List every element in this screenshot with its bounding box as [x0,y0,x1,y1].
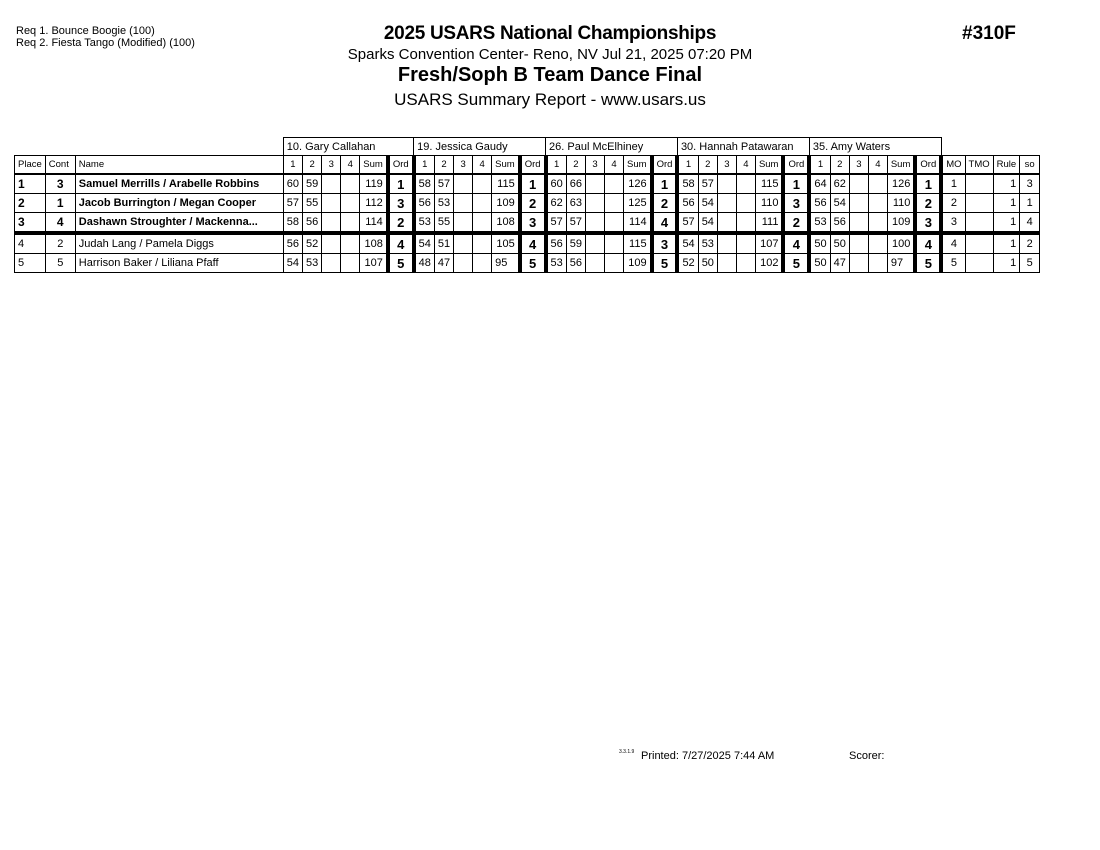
score-4-cell [473,194,492,213]
score-2-cell: 62 [830,174,849,194]
col-judge-score-3: 3 [322,156,341,175]
score-3-cell [717,254,736,273]
skater-names-cell: Harrison Baker / Liliana Pfaff [75,254,283,273]
contestant-number-cell: 2 [45,233,75,254]
sum-cell: 107 [755,233,783,254]
score-3-cell [849,213,868,234]
so-cell: 2 [1020,233,1040,254]
so-cell: 4 [1020,213,1040,234]
score-1-cell: 53 [414,213,435,234]
mo-cell: 3 [941,213,965,234]
table-row [15,174,1040,194]
score-4-cell [605,213,624,234]
sum-cell: 95 [492,254,520,273]
score-4-cell [341,213,360,234]
col-judge-score-3: 3 [849,156,868,175]
version-code: 3.3.1.9 [619,749,635,755]
score-2-cell: 47 [434,254,453,273]
score-2-cell: 50 [698,254,717,273]
so-cell: 5 [1020,254,1040,273]
sum-cell: 100 [887,233,915,254]
col-cont: Cont [45,156,75,175]
score-3-cell [586,213,605,234]
score-4-cell [736,213,755,234]
col-judge-score-1: 1 [546,156,567,175]
mo-cell: 2 [941,194,965,213]
score-3-cell [454,233,473,254]
score-1-cell: 50 [809,233,830,254]
score-4-cell [605,194,624,213]
score-3-cell [322,194,341,213]
col-place: Place [15,156,46,175]
col-judge-sum: Sum [755,156,783,175]
ordinal-cell: 1 [915,174,941,194]
sum-cell: 97 [887,254,915,273]
score-4-cell [473,254,492,273]
score-4-cell [473,213,492,234]
col-judge-sum: Sum [492,156,520,175]
mo-cell: 4 [941,233,965,254]
tmo-cell [965,174,993,194]
sum-cell: 109 [492,194,520,213]
col-judge-score-1: 1 [809,156,830,175]
col-tmo: TMO [965,156,993,175]
sum-cell: 126 [887,174,915,194]
score-3-cell [849,174,868,194]
ordinal-cell: 4 [520,233,546,254]
score-3-cell [454,174,473,194]
score-2-cell: 54 [830,194,849,213]
ordinal-cell: 3 [388,194,414,213]
place-cell: 1 [15,174,46,194]
judges-header-row [15,138,1040,156]
score-3-cell [322,213,341,234]
score-4-cell [605,254,624,273]
score-3-cell [849,194,868,213]
score-3-cell [849,254,868,273]
score-1-cell: 58 [414,174,435,194]
score-4-cell [473,174,492,194]
sum-cell: 109 [887,213,915,234]
score-4-cell [868,174,887,194]
judge-name: 19. Jessica Gaudy [414,138,546,156]
col-rule: Rule [993,156,1020,175]
score-2-cell: 56 [830,213,849,234]
ordinal-cell: 4 [915,233,941,254]
score-3-cell [849,233,868,254]
rule-cell: 1 [993,174,1020,194]
sum-cell: 108 [360,233,388,254]
col-judge-ord: Ord [520,156,546,175]
score-1-cell: 50 [809,254,830,273]
score-2-cell: 57 [434,174,453,194]
col-judge-ord: Ord [915,156,941,175]
sum-cell: 108 [492,213,520,234]
score-1-cell: 54 [283,254,302,273]
rule-cell: 1 [993,233,1020,254]
score-1-cell: 53 [546,254,567,273]
col-judge-score-4: 4 [605,156,624,175]
skater-names-cell: Dashawn Stroughter / Mackenna... [75,213,283,234]
score-1-cell: 56 [283,233,302,254]
ordinal-cell: 1 [783,174,809,194]
place-cell: 3 [15,213,46,234]
score-1-cell: 52 [677,254,698,273]
judge-name: 30. Hannah Patawaran [677,138,809,156]
score-2-cell: 59 [303,174,322,194]
col-judge-score-1: 1 [414,156,435,175]
ordinal-cell: 1 [388,174,414,194]
score-4-cell [605,233,624,254]
col-judge-score-4: 4 [341,156,360,175]
score-2-cell: 63 [566,194,585,213]
skater-names-cell: Samuel Merrills / Arabelle Robbins [75,174,283,194]
score-2-cell: 57 [566,213,585,234]
table-row [15,194,1040,213]
score-1-cell: 57 [283,194,302,213]
tmo-cell [965,233,993,254]
sum-cell: 112 [360,194,388,213]
score-2-cell: 66 [566,174,585,194]
score-1-cell: 53 [809,213,830,234]
col-judge-sum: Sum [624,156,652,175]
ordinal-cell: 3 [652,233,678,254]
sum-cell: 110 [755,194,783,213]
table-row [15,213,1040,234]
score-1-cell: 58 [283,213,302,234]
score-1-cell: 56 [809,194,830,213]
score-1-cell: 54 [414,233,435,254]
rule-cell: 1 [993,254,1020,273]
place-cell: 5 [15,254,46,273]
sum-cell: 105 [492,233,520,254]
score-3-cell [586,194,605,213]
col-judge-ord: Ord [652,156,678,175]
score-1-cell: 62 [546,194,567,213]
score-4-cell [736,194,755,213]
col-judge-score-2: 2 [434,156,453,175]
score-4-cell [736,174,755,194]
col-judge-score-4: 4 [736,156,755,175]
col-so: so [1020,156,1040,175]
event-number: #310F [962,23,1016,44]
ordinal-cell: 2 [388,213,414,234]
col-mo: MO [941,156,965,175]
ordinal-cell: 5 [915,254,941,273]
score-3-cell [717,194,736,213]
score-2-cell: 53 [434,194,453,213]
score-1-cell: 56 [677,194,698,213]
score-4-cell [736,254,755,273]
contestant-number-cell: 5 [45,254,75,273]
sum-cell: 115 [755,174,783,194]
col-judge-score-2: 2 [698,156,717,175]
col-judge-sum: Sum [360,156,388,175]
ordinal-cell: 2 [520,194,546,213]
score-2-cell: 55 [434,213,453,234]
contestant-number-cell: 3 [45,174,75,194]
col-judge-score-2: 2 [830,156,849,175]
table-row [15,254,1040,273]
sum-cell: 102 [755,254,783,273]
score-2-cell: 52 [303,233,322,254]
scorer-label: Scorer: [849,750,885,762]
score-1-cell: 48 [414,254,435,273]
judge-name: 10. Gary Callahan [283,138,413,156]
sum-cell: 119 [360,174,388,194]
rule-cell: 1 [993,194,1020,213]
score-3-cell [454,213,473,234]
printed-timestamp: Printed: 7/27/2025 7:44 AM [641,750,775,762]
score-3-cell [717,233,736,254]
ordinal-cell: 4 [652,213,678,234]
sum-cell: 126 [624,174,652,194]
col-judge-score-2: 2 [303,156,322,175]
sum-cell: 125 [624,194,652,213]
ordinal-cell: 3 [915,213,941,234]
score-1-cell: 54 [677,233,698,254]
sum-cell: 111 [755,213,783,234]
score-3-cell [586,233,605,254]
sum-cell: 110 [887,194,915,213]
score-4-cell [341,233,360,254]
score-1-cell: 58 [677,174,698,194]
score-4-cell [868,194,887,213]
score-1-cell: 57 [677,213,698,234]
score-3-cell [322,174,341,194]
score-2-cell: 54 [698,194,717,213]
score-4-cell [868,233,887,254]
score-3-cell [586,254,605,273]
ordinal-cell: 3 [783,194,809,213]
score-2-cell: 51 [434,233,453,254]
score-1-cell: 56 [546,233,567,254]
score-4-cell [473,233,492,254]
tmo-cell [965,254,993,273]
score-1-cell: 64 [809,174,830,194]
so-cell: 1 [1020,194,1040,213]
col-judge-score-3: 3 [717,156,736,175]
event-title: Fresh/Soph B Team Dance Final [397,64,703,86]
col-judge-score-2: 2 [566,156,585,175]
ordinal-cell: 2 [652,194,678,213]
sum-cell: 109 [624,254,652,273]
score-2-cell: 59 [566,233,585,254]
rule-cell: 1 [993,213,1020,234]
judge-name: 35. Amy Waters [809,138,941,156]
col-judge-sum: Sum [887,156,915,175]
col-judge-score-1: 1 [283,156,302,175]
place-cell: 4 [15,233,46,254]
ordinal-cell: 4 [783,233,809,254]
ordinal-cell: 4 [388,233,414,254]
score-1-cell: 56 [414,194,435,213]
score-1-cell: 57 [546,213,567,234]
contestant-number-cell: 1 [45,194,75,213]
score-2-cell: 53 [698,233,717,254]
col-name: Name [75,156,283,175]
requirement-1: Req 1. Bounce Boogie (100) [16,25,155,37]
requirements-list [16,25,195,49]
venue-date: Sparks Convention Center- Reno, NV Jul 21, 2025 07:20 PM [347,46,753,63]
score-4-cell [341,174,360,194]
sum-cell: 114 [360,213,388,234]
column-header-row [15,156,1040,175]
table-row [15,233,1040,254]
score-4-cell [341,194,360,213]
score-2-cell: 50 [830,233,849,254]
skater-names-cell: Judah Lang / Pamela Diggs [75,233,283,254]
tmo-cell [965,213,993,234]
col-judge-score-3: 3 [586,156,605,175]
score-2-cell: 55 [303,194,322,213]
sum-cell: 114 [624,213,652,234]
ordinal-cell: 1 [520,174,546,194]
score-3-cell [322,233,341,254]
score-3-cell [717,174,736,194]
mo-cell: 5 [941,254,965,273]
col-judge-score-3: 3 [454,156,473,175]
score-3-cell [717,213,736,234]
score-4-cell [868,213,887,234]
ordinal-cell: 2 [783,213,809,234]
score-4-cell [736,233,755,254]
score-2-cell: 54 [698,213,717,234]
ordinal-cell: 5 [388,254,414,273]
ordinal-cell: 3 [520,213,546,234]
col-judge-score-4: 4 [868,156,887,175]
sum-cell: 115 [624,233,652,254]
score-2-cell: 57 [698,174,717,194]
ordinal-cell: 2 [915,194,941,213]
score-4-cell [605,174,624,194]
score-3-cell [586,174,605,194]
score-1-cell: 60 [283,174,302,194]
so-cell: 3 [1020,174,1040,194]
mo-cell: 1 [941,174,965,194]
score-2-cell: 47 [830,254,849,273]
score-4-cell [341,254,360,273]
score-2-cell: 53 [303,254,322,273]
score-3-cell [322,254,341,273]
place-cell: 2 [15,194,46,213]
contestant-number-cell: 4 [45,213,75,234]
score-3-cell [454,254,473,273]
col-judge-score-4: 4 [473,156,492,175]
col-judge-ord: Ord [783,156,809,175]
results-table [14,137,1040,273]
score-3-cell [454,194,473,213]
score-2-cell: 56 [303,213,322,234]
score-4-cell [868,254,887,273]
competition-title: 2025 USARS National Championships [383,23,717,44]
ordinal-cell: 1 [652,174,678,194]
ordinal-cell: 5 [652,254,678,273]
score-1-cell: 60 [546,174,567,194]
requirement-2: Req 2. Fiesta Tango (Modified) (100) [16,37,195,49]
ordinal-cell: 5 [783,254,809,273]
sum-cell: 115 [492,174,520,194]
judge-name: 26. Paul McElhiney [546,138,678,156]
tmo-cell [965,194,993,213]
col-judge-score-1: 1 [677,156,698,175]
report-title: USARS Summary Report - www.usars.us [394,90,706,109]
col-judge-ord: Ord [388,156,414,175]
skater-names-cell: Jacob Burrington / Megan Cooper [75,194,283,213]
sum-cell: 107 [360,254,388,273]
score-2-cell: 56 [566,254,585,273]
ordinal-cell: 5 [520,254,546,273]
